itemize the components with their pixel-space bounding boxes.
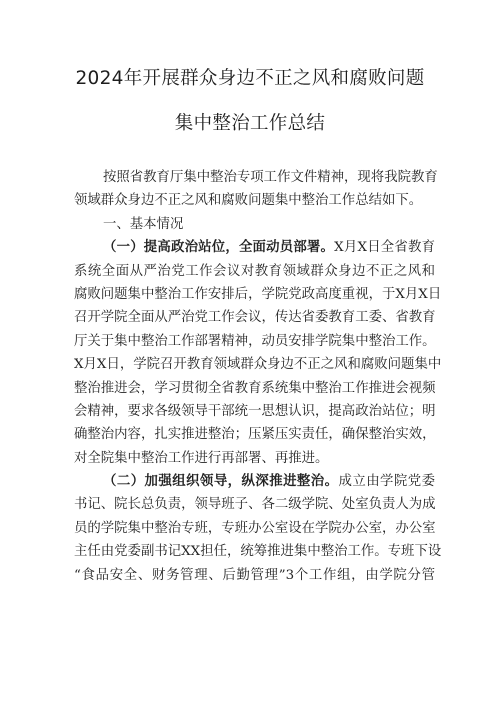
paragraph-1-line: 系统全面从严治党工作会议对教育领域群众身边不正之风和 [74, 263, 435, 279]
paragraph-1-first-line [74, 236, 435, 259]
paragraph-1-line: X月X日，学院召开教育领域群众身边不正之风和腐败问题集中 [74, 357, 442, 373]
paragraph-2-first-line [74, 470, 435, 493]
paragraph-1-line: 整治推进会，学习贯彻全省教育系统集中整治工作推进会视频 [74, 380, 436, 396]
paragraph-1-line: 厅关于集中整治工作部署精神，动员安排学院集中整治工作。 [74, 333, 436, 349]
paragraph-1-line: 确整治内容，扎实推进整治；压紧压实责任，确保整治实效， [74, 427, 436, 443]
paragraph-1-line: 对全院集中整治工作进行再部署、再推进。 [74, 450, 329, 466]
paragraph-1-line: 召开学院全面从严治党工作会议，传达省委教育工委、省教育 [74, 310, 436, 326]
section-heading-basic-situation: 一、基本情况 [103, 216, 184, 232]
paragraph-1-line: 会精神，要求各级领导干部统一思想认识，提高政治站位；明 [74, 403, 436, 419]
paragraph-1-lead: （一）提高政治站位，全面动员部署。 [103, 239, 335, 256]
paragraph-2-first-line-rest: 成立由学院党委 [338, 474, 436, 490]
paragraph-2-line: 书记、院长总负责，领导班子、各二级学院、处室负责人为成 [74, 497, 436, 513]
paragraph-1-line: 腐败问题集中整治工作安排后，学院党政高度重视，于X月X日 [74, 286, 442, 302]
document-body [74, 166, 442, 587]
paragraph-2-line: 员的学院集中整治专班，专班办公室设在学院办公室，办公室 [74, 520, 436, 536]
document-title-line-2: 集中整治工作总结 [174, 113, 326, 134]
intro-line-1: 按照省教育厅集中整治专项工作文件精神，现将我院教育 [103, 170, 438, 185]
intro-line-2: 领域群众身边不正之风和腐败问题集中整治工作总结如下。 [74, 193, 423, 209]
paragraph-2-lead: （二）加强组织领导，纵深推进整治。 [103, 473, 339, 490]
paragraph-1-first-line-rest: X月X日全省教育 [334, 240, 435, 256]
document-title-line-1: 2024年开展群众身边不正之风和腐败问题 [75, 68, 425, 89]
paragraph-2-line: “食品安全、财务管理、后勤管理”3个工作组，由学院分管 [74, 567, 435, 583]
paragraph-2-line: 主任由党委副书记XX担任，统筹推进集中整治工作。专班下设 [74, 544, 442, 560]
